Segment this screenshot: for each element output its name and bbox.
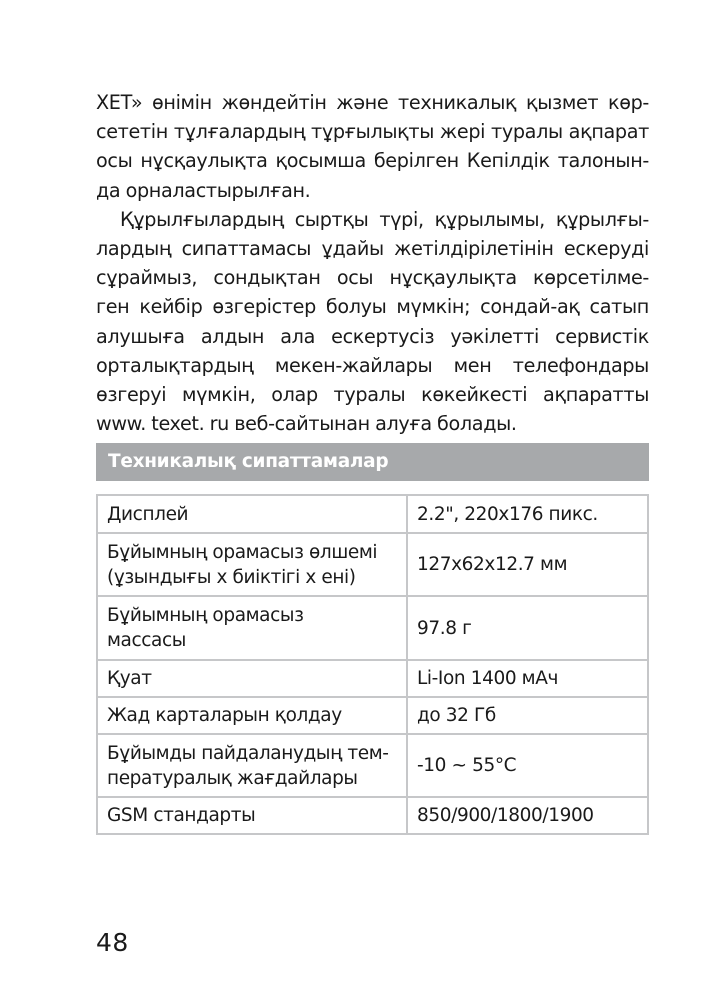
text-line: да орналастырылған.	[96, 178, 311, 202]
spec-value: до 32 Гб	[407, 697, 648, 734]
table-row	[97, 596, 648, 660]
spec-label-line: GSM стандарты	[107, 805, 256, 826]
specs-table	[96, 494, 649, 835]
text-line: алушыға алдын ала ескертусіз уәкілетті сервистік	[96, 324, 649, 348]
spec-label	[97, 697, 407, 734]
spec-label-line: пературалық жағдайлары	[107, 767, 358, 789]
spec-value: -10 ~ 55°C	[407, 734, 648, 797]
section-heading-specs: Техникалық сипаттамалар	[96, 443, 649, 481]
spec-label	[97, 495, 407, 533]
spec-label-line: Бұйымның орамасыз	[107, 605, 304, 626]
spec-value: 97.8 г	[407, 596, 648, 660]
spec-value: 2.2", 220x176 пикс.	[407, 495, 648, 533]
spec-value: Li-Ion 1400 мАч	[407, 660, 648, 697]
text-line: сететін тұлғалардың тұрғылықты жері туралы ақпарат	[96, 120, 649, 144]
table-row	[97, 797, 648, 834]
spec-label	[97, 533, 407, 596]
table-row	[97, 495, 648, 533]
spec-label-line: Бұйымның орамасыз өлшемі	[107, 541, 378, 563]
page-number: 48	[96, 928, 129, 957]
text-line: өзгеруі мүмкін, олар туралы көкейкесті ақпаратты	[96, 383, 649, 407]
table-row	[97, 697, 648, 734]
table-row	[97, 533, 648, 596]
spec-label-line: Қуат	[107, 668, 152, 689]
spec-label	[97, 660, 407, 697]
text-line: www. texet. ru веб-сайтынан алуға болады.	[96, 412, 517, 436]
spec-label-line: (ұзындығы х биіктігі х ені)	[107, 566, 356, 588]
paragraph-service-info	[96, 88, 649, 205]
text-line: лардың сипаттамасы ұдайы жетілдірілетінін ескеруді	[96, 237, 649, 261]
spec-label-line: массасы	[107, 630, 186, 651]
spec-label	[97, 734, 407, 797]
spec-label-line: Дисплей	[107, 503, 189, 525]
paragraph-notice	[96, 205, 649, 439]
spec-label-line: Жад карталарын қолдау	[107, 705, 342, 726]
text-line: орталықтардың мекен-жайлары мен телефондары	[96, 353, 649, 377]
text-line: ген кейбір өзгерістер болуы мүмкін; сондай-ақ сатып	[96, 295, 649, 319]
spec-value: 850/900/1800/1900	[407, 797, 648, 834]
spec-label	[97, 596, 407, 660]
text-line: XET» өнімін жөндейтін және техникалық қызмет көр-	[96, 91, 649, 114]
spec-value: 127x62x12.7 мм	[407, 533, 648, 596]
table-row	[97, 734, 648, 797]
body-text	[96, 88, 649, 438]
spec-label-line: Бұйымды пайдаланудың тем-	[107, 742, 389, 764]
table-row	[97, 660, 648, 697]
text-line: сұраймыз, сондықтан осы нұсқаулықта көрсетілме-	[96, 266, 649, 290]
text-line: осы нұсқаулықта қосымша берілген Кепілдік талонын-	[96, 149, 649, 173]
text-line: Құрылғылардың сыртқы түрі, құрылымы, құрылғы-	[120, 207, 649, 231]
spec-label	[97, 797, 407, 834]
